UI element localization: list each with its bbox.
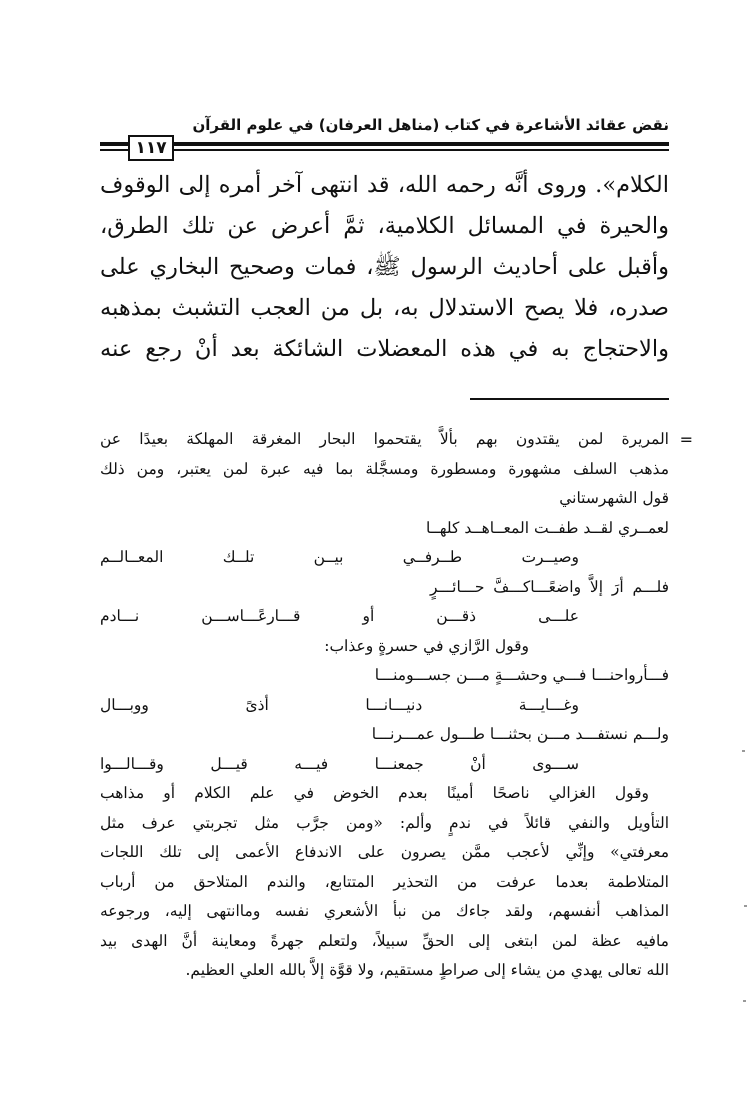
footnote-line: الله تعالى يهدي من يشاء إلى صراطٍ مستقيم، ولا قوَّة إلاَّ بالله العلي العظيم. bbox=[185, 961, 669, 979]
main-text-line: والاحتجاج به في هذه المعضلات الشائكة بعد أنْ رجع عنه bbox=[100, 336, 669, 362]
main-text-line: وأقبل على أحاديث الرسول ﷺ، فمات وصحيح البخاري على bbox=[100, 254, 669, 280]
footnote-line: وقول الغزالي ناصحًا أمينًا بعدم الخوض في علم الكلام أو مذاهب bbox=[100, 784, 649, 802]
main-text-line: صدره، فلا يصح الاستدلال به، بل من العجب التشبث بمذهبه bbox=[100, 295, 669, 321]
footnote-divider bbox=[470, 398, 669, 400]
footnote-line: المذاهب أنفسهم، ولقد جاءك من نبأ الأشعري نفسه وماانتهى إليه، ورجوعه bbox=[100, 902, 669, 920]
footnote-line: مافيه عظة لمن ابتغى إلى الحقِّ سبيلاً، ولتعلم جهرةً ومعاينة أنَّ الهدى بيد bbox=[100, 931, 669, 950]
verse-intro: وقول الرَّازي في حسرةٍ وعذاب: bbox=[324, 636, 529, 655]
running-title: نقض عقائد الأشاعرة في كتاب (مناهل العرفان) في علوم القرآن bbox=[192, 116, 669, 134]
footnote-line: المريرة لمن يقتدون بهم بألاَّ يقتحموا البحار المغرقة المهلكة بعيدًا عن bbox=[100, 430, 669, 448]
header-rule-thick bbox=[100, 142, 669, 146]
scan-speck bbox=[742, 750, 745, 752]
verse-line: وصيــرت طــرفــي بيــن تلــك المعــالــم bbox=[100, 548, 579, 566]
verse-line: ولـــم نستفـــد مـــن بحثنـــا طـــول عمـــرنـــا bbox=[371, 725, 669, 743]
verse-line: فـــأرواحنـــا فـــي وحشـــةٍ مـــن جســـومنـــا bbox=[374, 666, 669, 684]
footnote-line: معرفتي» وإنِّي لأعجب ممَّن يصرون على الاندفاع الأعمى إلى تلك اللجات bbox=[100, 843, 669, 861]
footnote bbox=[100, 425, 693, 986]
main-text bbox=[100, 165, 669, 370]
footnote-line: قول الشهرستاني bbox=[559, 489, 669, 507]
main-text-line: الكلام». وروى أنَّه رحمه الله، قد انتهى آخر أمره إلى الوقوف bbox=[100, 172, 669, 198]
footnote-line: المتلاطمة بعدما عرفت من التحذير المتتابع، والندم المتلاحق من أرباب bbox=[100, 872, 669, 891]
header-rule-segment bbox=[100, 142, 122, 146]
scan-speck bbox=[744, 905, 747, 907]
verse-line: فلـــم أرَ إلاَّ واضعًـــاكـــفَّ حـــائـــرٍ bbox=[430, 577, 669, 596]
footnote-line: التأويل والنفي قائلاً في ندمٍ وألم: «ومن جرَّب مثل تجربتي عرف مثل bbox=[100, 813, 669, 832]
verse-line: علـــى ذقـــن أو قـــارعًـــاســـن نـــادم bbox=[100, 607, 579, 625]
main-text-line: والحيرة في المسائل الكلامية، ثمَّ أعرض عن تلك الطرق، bbox=[100, 213, 669, 239]
footnote-line: مذهب السلف مشهورة ومسطورة ومسجَّلة بما فيه عبرة لمن يعتبر، ومن ذلك bbox=[100, 459, 669, 478]
verse-line: ســـوى أنْ جمعنـــا فيـــه قيـــل وقـــالـــوا bbox=[100, 754, 579, 773]
verse-line: وغـــايـــة دنيـــانـــا أذىً ووبـــال bbox=[100, 695, 579, 714]
verse-line: لعمــري لقــد طفــت المعــاهــد كلهــا bbox=[425, 518, 669, 537]
footnote-continuation-marker: = bbox=[679, 430, 693, 449]
header-rule-thin bbox=[100, 149, 669, 151]
scan-speck bbox=[743, 1000, 746, 1002]
page-number: ١١٧ bbox=[128, 135, 174, 161]
